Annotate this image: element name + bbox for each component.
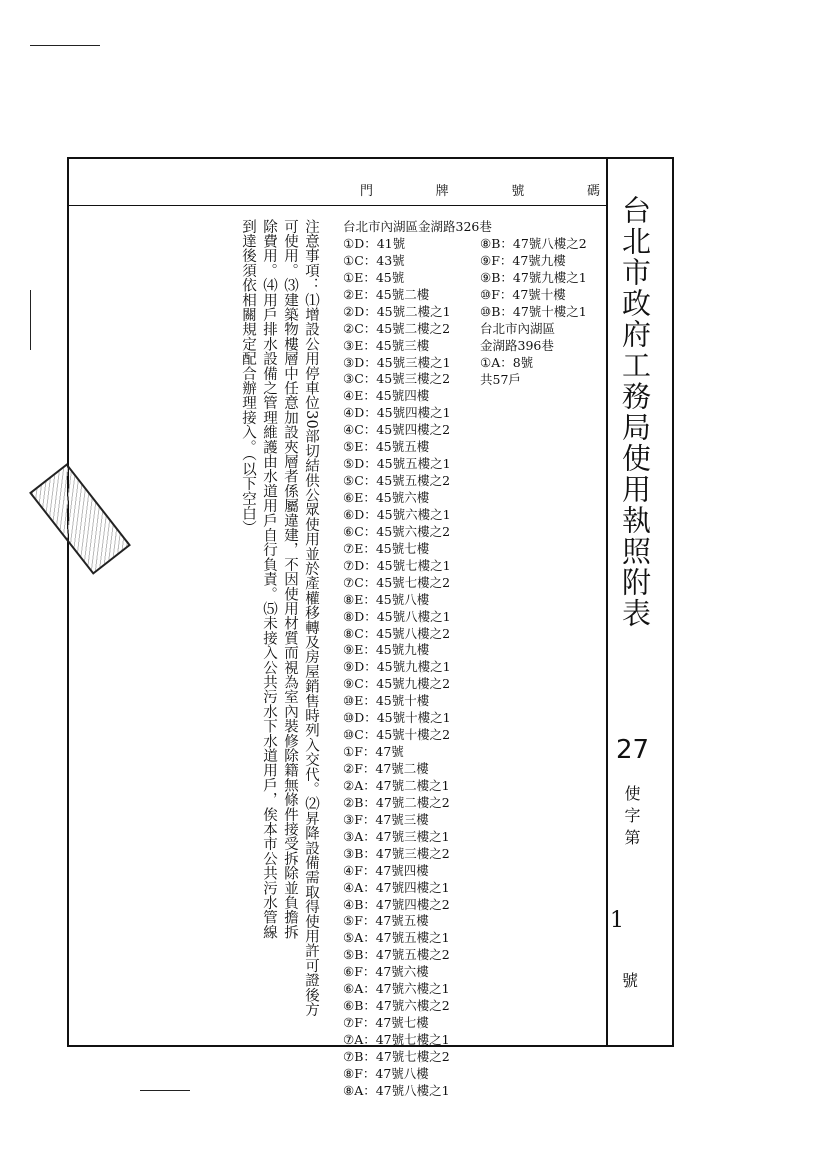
address-line: ⑤A：47號五樓之1 <box>343 930 450 946</box>
address-line: ③C：45號三樓之2 <box>343 371 451 387</box>
note-line: 注意事項：⑴增設公用停車位30部切結供公眾使用並於產權移轉及房屋銷售時列入交代。⑵昇降設備需取得使用許可證後方 <box>303 219 319 1017</box>
address-list-primary <box>343 219 492 1100</box>
address-line: ⑦B：47號七樓之2 <box>343 1048 450 1064</box>
address-line: ③F：47號三樓 <box>343 811 429 827</box>
note-line: 除費用。⑷用戶排水設備之管理維護由水道用戶自行負責。⑸未接入公共污水下水道用戶，俟本市公共污水管線 <box>261 219 277 940</box>
address-line: ⑧E：45號八樓 <box>343 591 430 607</box>
address-line: ⑦E：45號七樓 <box>343 540 430 556</box>
address-line: ①F：47號 <box>343 744 404 760</box>
address-line: ④A：47號四樓之1 <box>343 879 450 895</box>
address-line: ⑧F：47號八樓 <box>343 1065 429 1081</box>
header-divider <box>67 205 608 206</box>
address-line: 台北市內湖區金湖路326巷 <box>343 219 492 234</box>
address-line: ①C：43號 <box>343 252 405 268</box>
address-line: ①D：41號 <box>343 235 406 251</box>
address-line: ⑥F：47號六樓 <box>343 964 429 980</box>
address-line: ⑩E：45號十樓 <box>343 693 430 709</box>
address-line: ⑤F：47號五樓 <box>343 913 429 929</box>
address-line: ⑩D：45號十樓之1 <box>343 710 451 726</box>
address-line: ④E：45號四樓 <box>343 388 430 404</box>
address-line: ④F：47號四樓 <box>343 862 429 878</box>
address-line: ⑧B：47號八樓之2 <box>480 236 587 251</box>
address-line: ④C：45號四樓之2 <box>343 422 451 438</box>
address-line: ④B：47號四樓之2 <box>343 896 450 912</box>
address-line: ②E：45號二樓 <box>343 286 430 302</box>
note-line: 到達後須依相關規定配合辦理接入。（以下空白） <box>240 219 256 536</box>
address-line: ⑤D：45號五樓之1 <box>343 456 451 472</box>
address-line: ②C：45號二樓之2 <box>343 320 451 336</box>
address-line: ⑨D：45號九樓之1 <box>343 659 451 675</box>
address-line: ⑥C：45號六樓之2 <box>343 523 451 539</box>
address-line: ②D：45號二樓之1 <box>343 303 451 319</box>
address-line: ④D：45號四樓之1 <box>343 405 451 421</box>
address-line: ②B：47號二樓之2 <box>343 794 450 810</box>
column-header <box>360 180 600 199</box>
address-line: 金湖路396巷 <box>480 337 554 353</box>
address-line: ③A：47號三樓之1 <box>343 828 450 844</box>
address-list-secondary <box>480 236 587 388</box>
scan-artifact <box>30 290 31 350</box>
address-line: ⑩C：45號十樓之2 <box>343 727 451 743</box>
address-line: ⑦F：47號七樓 <box>343 1015 429 1031</box>
scan-artifact <box>30 45 100 46</box>
notes-section <box>237 219 321 1039</box>
note-line: 可使用。⑶建築物樓層中任意加設夾層者係屬違建，不因使用材質而視為室內裝修除籍無條件接受拆除並負擔拆 <box>282 219 298 940</box>
permit-number: 27 <box>616 735 650 765</box>
permit-prefix-label: 使字第 <box>622 785 641 851</box>
address-line: ①A：8號 <box>480 354 534 370</box>
address-line: ⑨B：47號九樓之1 <box>480 269 587 285</box>
address-line: ③B：47號三樓之2 <box>343 845 450 861</box>
address-line: ⑦A：47號七樓之1 <box>343 1032 450 1047</box>
address-line: ⑥D：45號六樓之1 <box>343 506 451 522</box>
address-line: ⑧D：45號八樓之1 <box>343 608 451 624</box>
header-col-1: 門 <box>360 184 374 199</box>
address-line: 共57戶 <box>480 371 521 387</box>
address-line: ⑧A：47號八樓之1 <box>343 1082 450 1098</box>
address-line: ⑧C：45號八樓之2 <box>343 625 451 641</box>
address-line: ①E：45號 <box>343 269 405 285</box>
header-col-3: 號 <box>511 184 525 199</box>
scan-artifact <box>140 1090 190 1091</box>
address-line: ⑤E：45號五樓 <box>343 439 430 455</box>
title-divider <box>606 157 608 1047</box>
address-line: ⑥E：45號六樓 <box>343 490 430 505</box>
document-title: 台北市政府工務局使用執照附表 <box>618 195 652 629</box>
address-line: ⑦C：45號七樓之2 <box>343 574 451 590</box>
address-line: ⑥B：47號六樓之2 <box>343 998 450 1014</box>
address-line: ⑦D：45號七樓之1 <box>343 557 451 573</box>
address-line: ⑨E：45號九樓 <box>343 642 430 658</box>
address-line: ⑨C：45號九樓之2 <box>343 676 451 692</box>
permit-mark: 1 <box>610 908 624 933</box>
address-line: ⑤C：45號五樓之2 <box>343 473 451 489</box>
address-line: ⑩B：47號十樓之1 <box>480 303 587 319</box>
address-line: ⑩F：47號十樓 <box>480 286 566 302</box>
address-line: ③E：45號三樓 <box>343 337 430 353</box>
permit-suffix-label: 號 <box>622 971 639 990</box>
address-line: ⑨F：47號九樓 <box>480 252 566 268</box>
address-line: ⑤B：47號五樓之2 <box>343 947 450 963</box>
address-line: ③D：45號三樓之1 <box>343 354 451 370</box>
header-col-4: 碼 <box>586 184 600 199</box>
address-line: ②F：47號二樓 <box>343 761 429 776</box>
address-line: ⑥A：47號六樓之1 <box>343 981 450 997</box>
address-line: ②A：47號二樓之1 <box>343 777 450 793</box>
address-line: 台北市內湖區 <box>480 320 556 336</box>
header-col-2: 牌 <box>435 184 449 199</box>
